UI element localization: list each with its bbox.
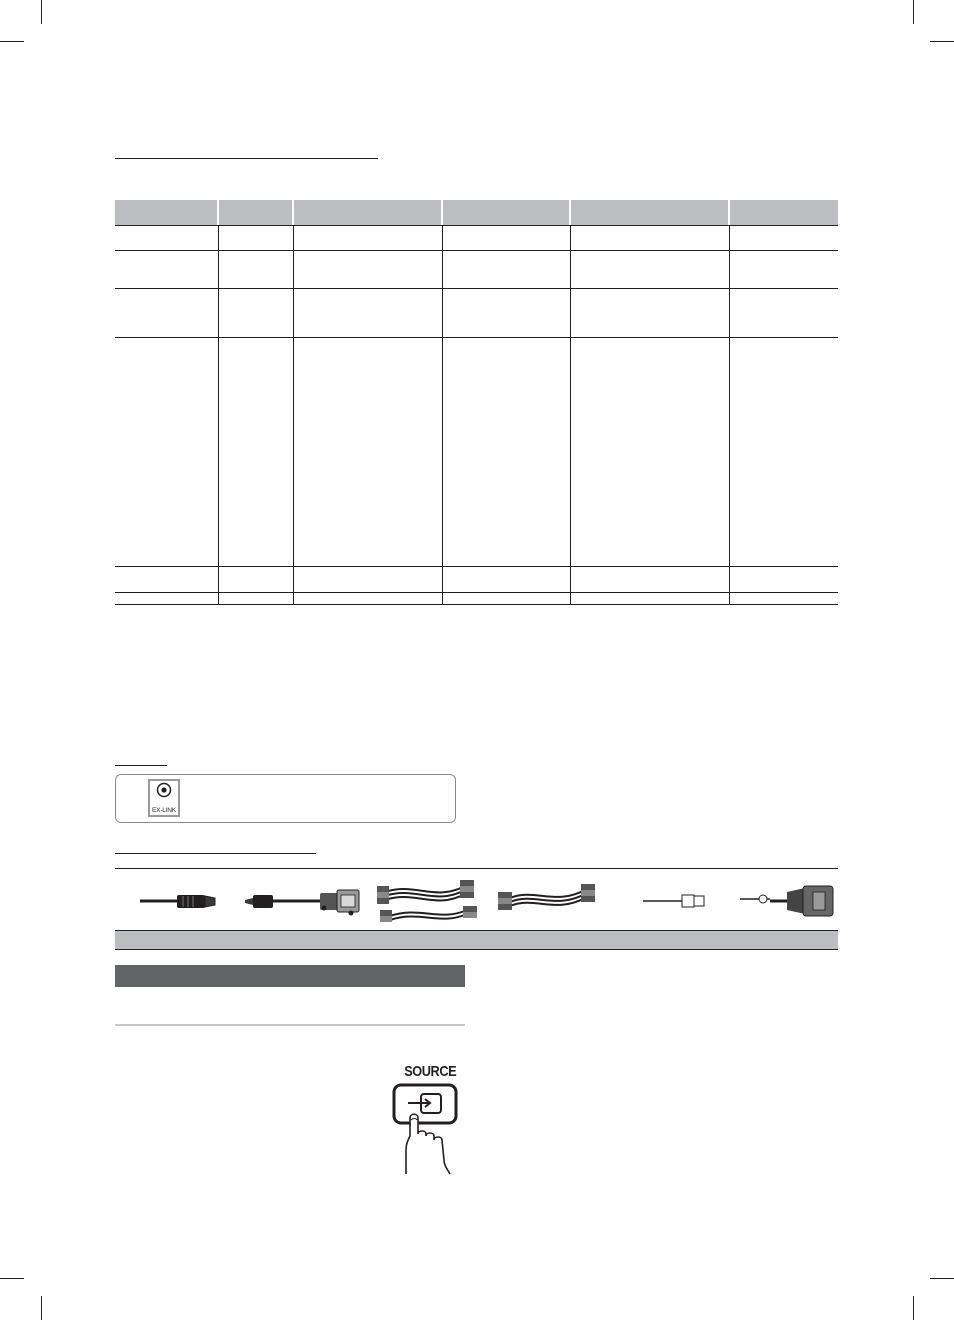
exlink-title-underline bbox=[115, 765, 167, 766]
table-header-cell bbox=[294, 200, 441, 225]
crop-mark bbox=[41, 0, 42, 24]
table-header-cell bbox=[219, 200, 292, 225]
table-column-divider bbox=[293, 225, 294, 604]
av-cable-icon bbox=[498, 884, 595, 910]
table-column-divider bbox=[570, 225, 571, 604]
cable-illustrations bbox=[115, 872, 838, 930]
component-cable-icon bbox=[377, 880, 477, 922]
crop-mark bbox=[913, 1296, 914, 1320]
section-divider bbox=[115, 1024, 465, 1026]
d-sub-cable-icon bbox=[740, 886, 833, 916]
coaxial-cable-icon bbox=[643, 895, 704, 907]
cables-title-underline bbox=[115, 853, 316, 854]
table-column-divider bbox=[218, 225, 219, 604]
source-input-icon bbox=[394, 1085, 456, 1123]
source-button-label: SOURCE bbox=[404, 1063, 457, 1080]
crop-mark bbox=[913, 0, 914, 24]
section-header-bar bbox=[115, 965, 465, 987]
cables-top-rule bbox=[115, 868, 838, 869]
table-header-cell bbox=[443, 200, 569, 225]
table-header-cell bbox=[730, 200, 838, 225]
cable-caption-bar bbox=[115, 930, 838, 950]
crop-mark bbox=[0, 41, 24, 42]
table-column-divider bbox=[442, 225, 443, 604]
hdmi-cable-icon bbox=[140, 895, 215, 908]
table-header-cell bbox=[571, 200, 728, 225]
section-title-underline bbox=[115, 158, 378, 159]
crop-mark bbox=[0, 1278, 24, 1279]
exlink-port-label: EX-LINK bbox=[152, 807, 176, 814]
crop-mark bbox=[930, 1278, 954, 1279]
crop-mark bbox=[930, 41, 954, 42]
table-row-divider bbox=[115, 604, 838, 605]
source-button-illustration bbox=[388, 1080, 468, 1175]
crop-mark bbox=[41, 1296, 42, 1320]
table-header-cell bbox=[115, 200, 217, 225]
hdmi-dvi-cable-icon bbox=[245, 890, 359, 916]
table-column-divider bbox=[729, 225, 730, 604]
